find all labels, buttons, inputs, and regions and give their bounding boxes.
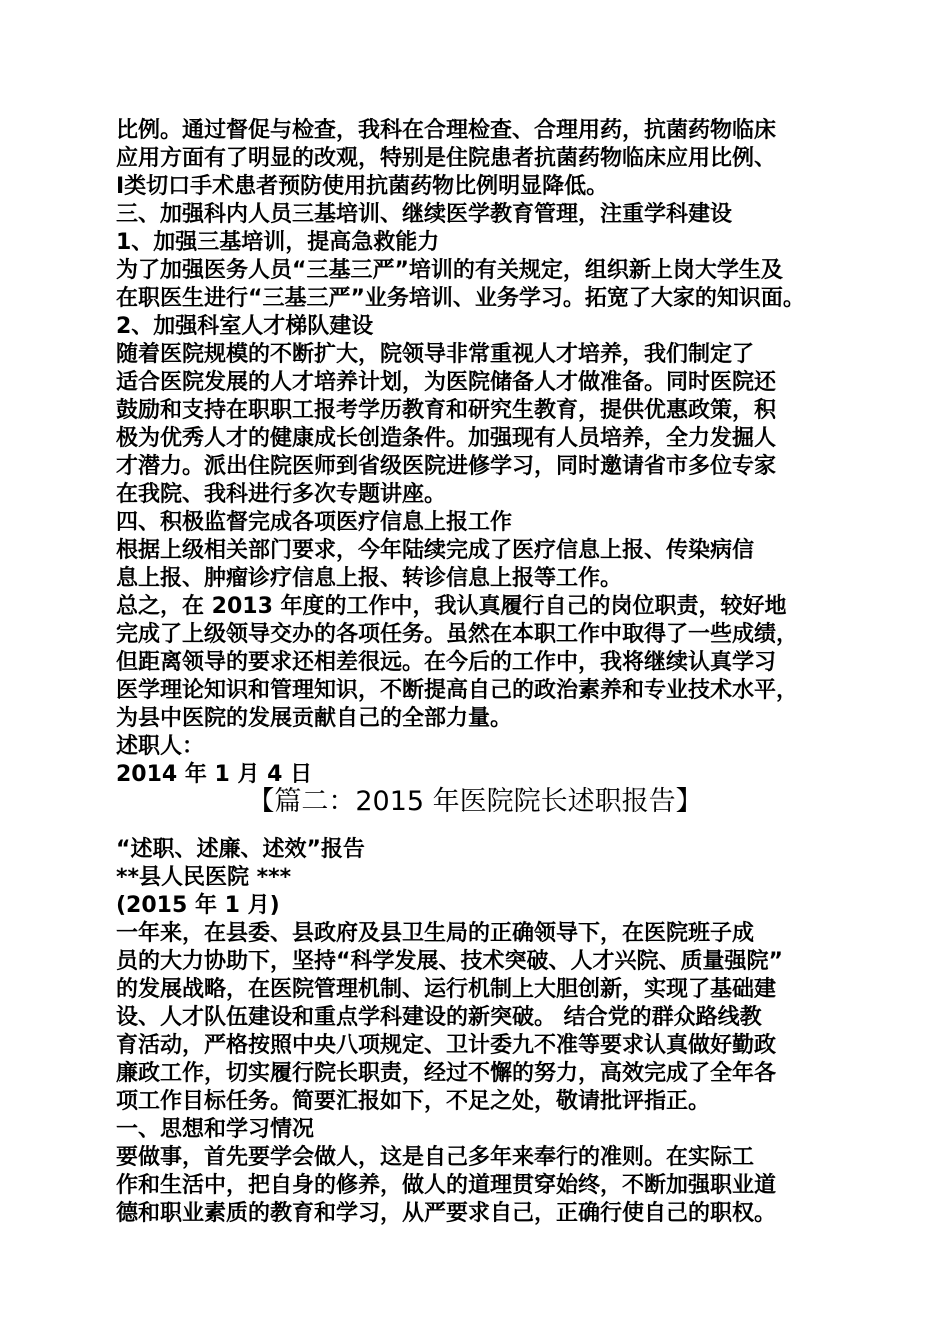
text-line: 极为优秀人才的健康成长创造条件。加强现有人员培养，全力发掘人 [116, 426, 777, 451]
text-line: 但距离领导的要求还相差很远。在今后的工作中，我将继续认真学习 [116, 650, 777, 675]
subsection-heading: 2、加强科室人才梯队建设 [116, 314, 374, 339]
text-line: 医学理论知识和管理知识，不断提高自己的政治素养和专业技术水平， [116, 678, 799, 703]
text-line: 在我院、我科进行多次专题讲座。 [116, 482, 447, 507]
text-line: 设、人才队伍建设和重点学科建设的新突破。 结合党的群众路线教 [116, 1005, 762, 1030]
text-line: 应用方面有了明显的改观，特别是住院患者抗菌药物临床应用比例、 [116, 146, 777, 171]
section-heading: 三、加强科内人员三基培训、继续医学教育管理，注重学科建设 [116, 202, 733, 227]
report-author: **县人民医院 *** [116, 865, 292, 890]
text-line: 德和职业素质的教育和学习，从严要求自己，正确行使自己的职权。 [116, 1201, 777, 1226]
section-title: 【篇二：2015 年医院院长述职报告】 [247, 786, 703, 817]
text-line: 的发展战略，在医院管理机制、运行机制上大胆创新，实现了基础建 [116, 977, 777, 1002]
text-line: 为了加强医务人员“三基三严”培训的有关规定，组织新上岗大学生及 [116, 258, 783, 283]
text-line: 才潜力。派出住院医师到省级医院进修学习，同时邀请省市多位专家 [116, 454, 777, 479]
text-line: 适合医院发展的人才培养计划，为医院储备人才做准备。同时医院还 [116, 370, 777, 395]
text-line: 员的大力协助下，坚持“科学发展、技术突破、人才兴院、质量强院” [116, 949, 783, 974]
section-heading: 一、思想和学习情况 [116, 1117, 315, 1142]
report-date: (2015 年 1 月) [116, 893, 280, 918]
text-line: 为县中医院的发展贡献自己的全部力量。 [116, 706, 513, 731]
text-line: 育活动，严格按照中央八项规定、卫计委九不准等要求认真做好勤政 [116, 1033, 777, 1058]
signature-date: 2014 年 1 月 4 日 [116, 762, 313, 787]
text-line: 息上报、肿瘤诊疗信息上报、转诊信息上报等工作。 [116, 566, 623, 591]
text-line: 作和生活中，把自身的修养，做人的道理贯穿始终，不断加强职业道 [116, 1173, 777, 1198]
text-line: 完成了上级领导交办的各项任务。虽然在本职工作中取得了一些成绩， [116, 622, 799, 647]
text-line: 在职医生进行“三基三严”业务培训、业务学习。拓宽了大家的知识面。 [116, 286, 805, 311]
subsection-heading: 1、加强三基培训，提高急救能力 [116, 230, 440, 255]
text-line: 总之，在 2013 年度的工作中，我认真履行自己的岗位职责，较好地 [116, 594, 787, 619]
text-line: 要做事，首先要学会做人，这是自己多年来奉行的准则。在实际工 [116, 1145, 755, 1170]
text-line: 一年来，在县委、县政府及县卫生局的正确领导下，在医院班子成 [116, 921, 755, 946]
text-line: 廉政工作，切实履行院长职责，经过不懈的努力，高效完成了全年各 [116, 1061, 777, 1086]
text-line: 鼓励和支持在职职工报考学历教育和研究生教育，提供优惠政策，积 [116, 398, 777, 423]
text-line: 项工作目标任务。简要汇报如下，不足之处，敬请批评指正。 [116, 1089, 711, 1114]
text-line: 随着医院规模的不断扩大，院领导非常重视人才培养，我们制定了 [116, 342, 755, 367]
text-line: Ⅰ类切口手术患者预防使用抗菌药物比例明显降低。 [116, 174, 609, 199]
section-heading: 四、积极监督完成各项医疗信息上报工作 [116, 510, 513, 535]
signature-label: 述职人： [116, 734, 205, 759]
report-title: “述职、述廉、述效”报告 [116, 837, 365, 862]
text-line: 根据上级相关部门要求，今年陆续完成了医疗信息上报、传染病信 [116, 538, 755, 563]
text-line: 比例。通过督促与检查，我科在合理检查、合理用药，抗菌药物临床 [116, 118, 777, 143]
